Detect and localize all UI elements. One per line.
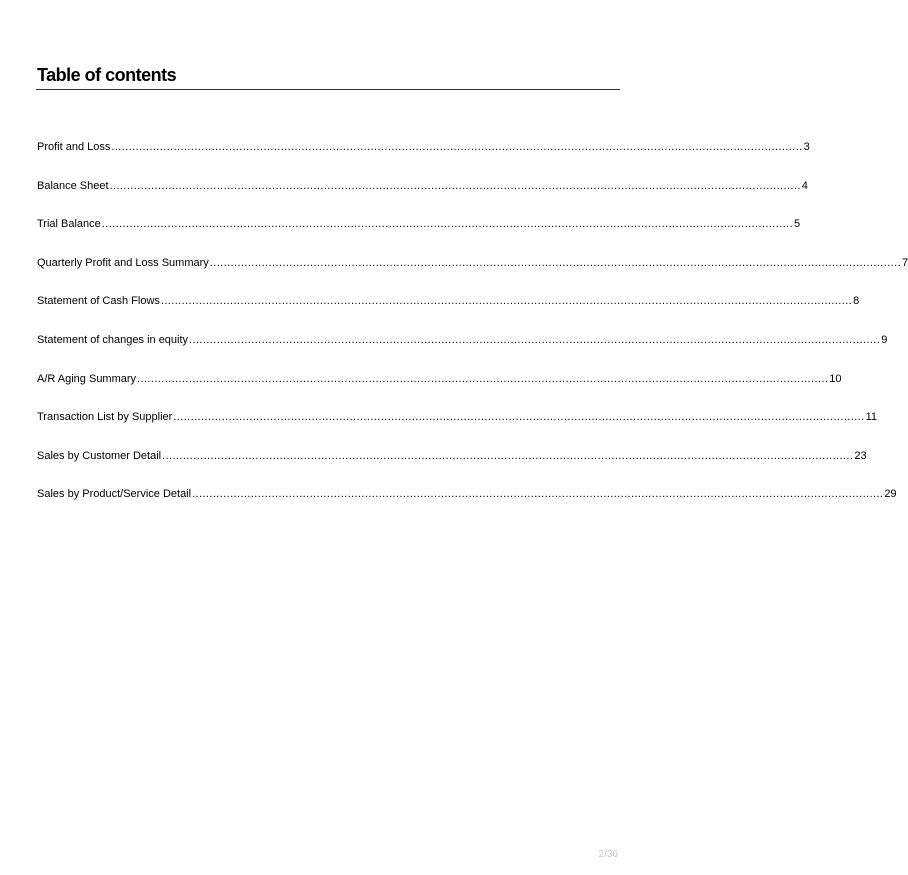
toc-entry-statement-of-cash-flows[interactable]	[37, 294, 860, 333]
toc-entry-page-number[interactable]: 7	[902, 256, 908, 269]
toc-entry-page-number[interactable]: 10	[829, 372, 842, 385]
toc-entry-label[interactable]: Quarterly Profit and Loss Summary	[37, 256, 209, 269]
toc-entry-profit-and-loss[interactable]	[37, 140, 810, 179]
dot-leader: ........................................................................................................................................................................................................	[109, 179, 801, 192]
toc-entry-balance-sheet[interactable]	[37, 179, 808, 218]
toc-entry-label[interactable]: Sales by Customer Detail	[37, 449, 162, 462]
dot-leader: ........................................................................................................................................................................................................	[162, 449, 854, 462]
page-title: Table of contents	[37, 65, 177, 85]
toc-entry-page-number[interactable]: 9	[881, 333, 888, 346]
toc-entry-quarterly-profit-and-loss-summary[interactable]	[37, 256, 908, 295]
toc-entry-sales-by-product-service-detail[interactable]	[37, 487, 897, 526]
toc-entry-label[interactable]: Transaction List by Supplier	[37, 411, 173, 424]
toc-entry-transaction-list-by-supplier[interactable]	[37, 410, 877, 449]
toc-entry-statement-of-changes-in-equity[interactable]	[37, 333, 888, 372]
toc-entry-label[interactable]: A/R Aging Summary	[37, 372, 137, 385]
toc-entry-label[interactable]: Sales by Product/Service Detail	[37, 488, 192, 501]
toc-entry-label[interactable]: Trial Balance	[37, 218, 101, 231]
dot-leader: ........................................................................................................................................................................................................	[111, 141, 803, 153]
table-of-contents	[37, 140, 908, 526]
dot-leader: ........................................................................................................................................................................................................	[209, 256, 902, 269]
dot-leader: ........................................................................................................................................................................................................	[189, 333, 881, 346]
toc-entry-label[interactable]: Statement of Cash Flows	[37, 295, 160, 308]
toc-entry-sales-by-customer-detail[interactable]	[37, 449, 867, 488]
toc-entry-ar-aging-summary[interactable]	[37, 372, 842, 411]
dot-leader: ........................................................................................................................................................................................................	[101, 218, 794, 231]
toc-entry-page-number[interactable]: 5	[794, 218, 801, 231]
dot-leader: ........................................................................................................................................................................................................	[173, 411, 865, 424]
toc-entry-page-number[interactable]: 8	[853, 295, 860, 308]
toc-entry-page-number[interactable]: 4	[801, 179, 808, 192]
dot-leader: ........................................................................................................................................................................................................	[137, 372, 829, 385]
toc-entry-trial-balance[interactable]	[37, 217, 801, 256]
dot-leader: ........................................................................................................................................................................................................	[192, 488, 884, 501]
toc-entry-page-number[interactable]: 11	[865, 411, 877, 424]
dot-leader: ........................................................................................................................................................................................................	[160, 295, 853, 308]
toc-entry-label[interactable]: Balance Sheet	[37, 179, 109, 192]
page-indicator: 2/36	[598, 849, 618, 860]
title-divider	[36, 89, 620, 90]
toc-entry-label[interactable]: Profit and Loss	[37, 141, 111, 153]
toc-entry-page-number[interactable]: 29	[884, 488, 897, 501]
toc-entry-label[interactable]: Statement of changes in equity	[37, 333, 189, 346]
toc-entry-page-number[interactable]: 23	[854, 449, 867, 462]
toc-entry-page-number[interactable]: 3	[803, 141, 810, 153]
